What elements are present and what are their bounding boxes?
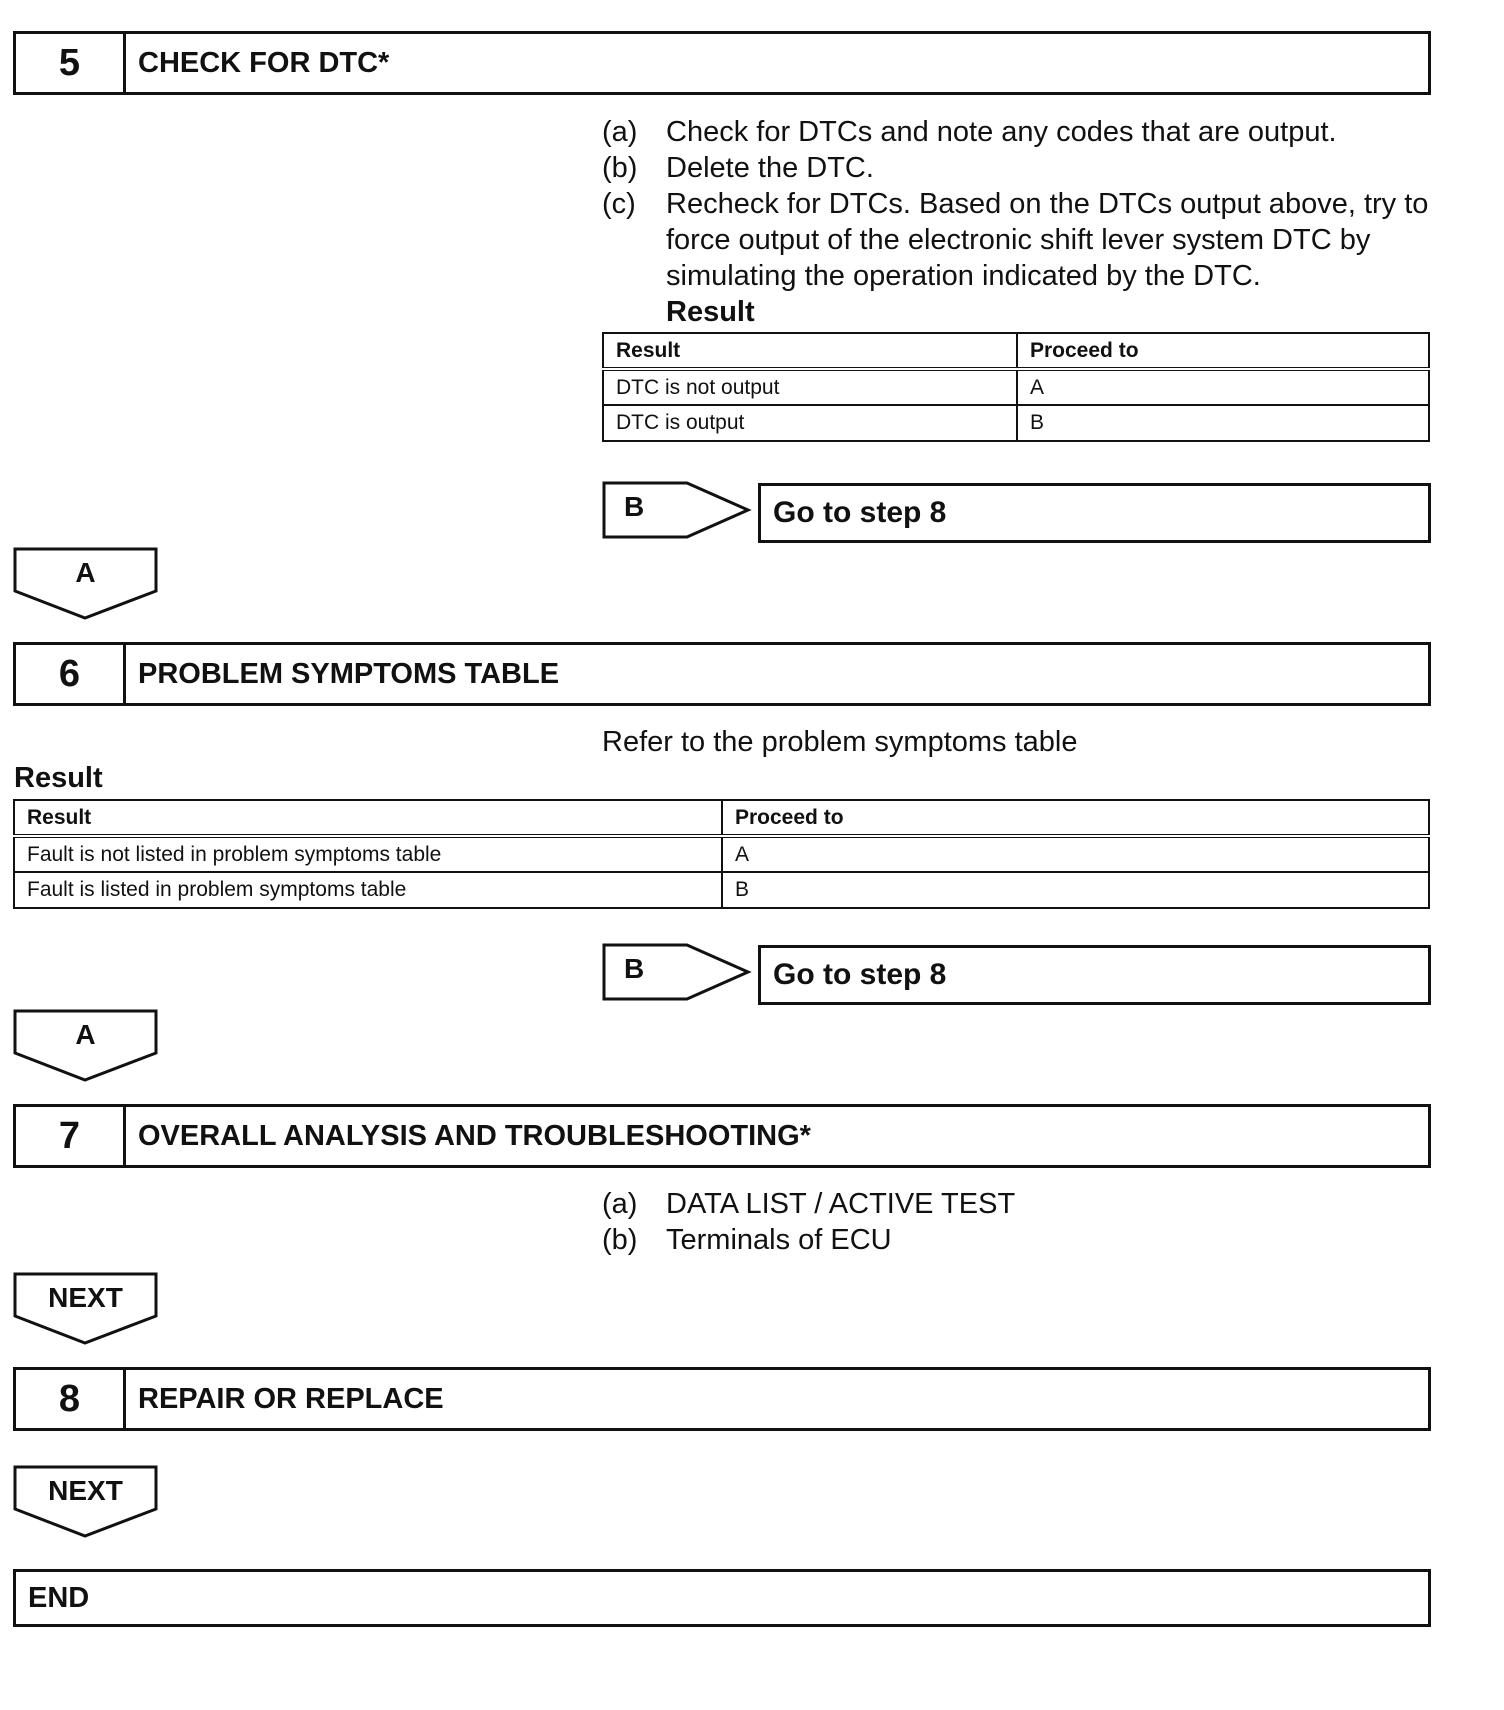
table-row: Fault is not listed in problem symptoms table A xyxy=(14,836,1429,872)
result-heading: Result xyxy=(666,296,755,328)
step-5-header xyxy=(13,31,1431,95)
next-a-arrow: A xyxy=(13,1009,158,1083)
step-number: 8 xyxy=(16,1370,126,1428)
step-7-instructions xyxy=(602,1186,1430,1258)
step-8-header xyxy=(13,1367,1431,1431)
table-row: DTC is not output A xyxy=(603,369,1429,405)
branch-b-arrow: B xyxy=(602,481,752,539)
column-header: Result xyxy=(14,800,722,836)
step-6-header xyxy=(13,642,1431,706)
branch-b-arrow: B xyxy=(602,943,752,1001)
result-heading: Result xyxy=(14,762,103,794)
table-row: Fault is listed in problem symptoms table B xyxy=(14,872,1429,908)
instruction-item: (b) Delete the DTC. xyxy=(602,152,874,184)
step-7-header xyxy=(13,1104,1431,1168)
next-arrow: NEXT xyxy=(13,1272,158,1346)
step-title: OVERALL ANALYSIS AND TROUBLESHOOTING* xyxy=(138,1119,811,1152)
step-6-instruction: Refer to the problem symptoms table xyxy=(602,726,1078,758)
column-header: Proceed to xyxy=(722,800,1429,836)
go-to-step-box: Go to step 8 xyxy=(758,483,1431,543)
instruction-item: (c) Recheck for DTCs. Based on the DTCs output above, try to force output of the electronic shift lever system DTC by simulating the operation indicated by the DTC. xyxy=(602,188,1429,292)
instruction-item: (a) DATA LIST / ACTIVE TEST xyxy=(602,1188,1016,1220)
end-box: END xyxy=(13,1569,1431,1627)
table-row: DTC is output B xyxy=(603,405,1429,441)
step-5-instructions xyxy=(602,114,1430,330)
step-number: 7 xyxy=(16,1107,126,1165)
next-a-arrow: A xyxy=(13,547,158,621)
go-to-step-box: Go to step 8 xyxy=(758,945,1431,1005)
result-heading-row xyxy=(602,294,1430,330)
step-title: REPAIR OR REPLACE xyxy=(138,1382,444,1415)
table-header-row xyxy=(14,800,1429,836)
column-header: Result xyxy=(603,333,1017,369)
instruction-item: (a) Check for DTCs and note any codes that are output. xyxy=(602,116,1337,148)
step-title: CHECK FOR DTC* xyxy=(138,46,390,79)
step-5-result-table xyxy=(602,332,1430,442)
instruction-item: (b) Terminals of ECU xyxy=(602,1224,892,1256)
step-6-result-table xyxy=(13,799,1430,909)
step-title: PROBLEM SYMPTOMS TABLE xyxy=(138,657,560,690)
step-number: 6 xyxy=(16,645,126,703)
table-header-row xyxy=(603,333,1429,369)
next-arrow: NEXT xyxy=(13,1465,158,1539)
column-header: Proceed to xyxy=(1017,333,1429,369)
step-number: 5 xyxy=(16,34,126,92)
